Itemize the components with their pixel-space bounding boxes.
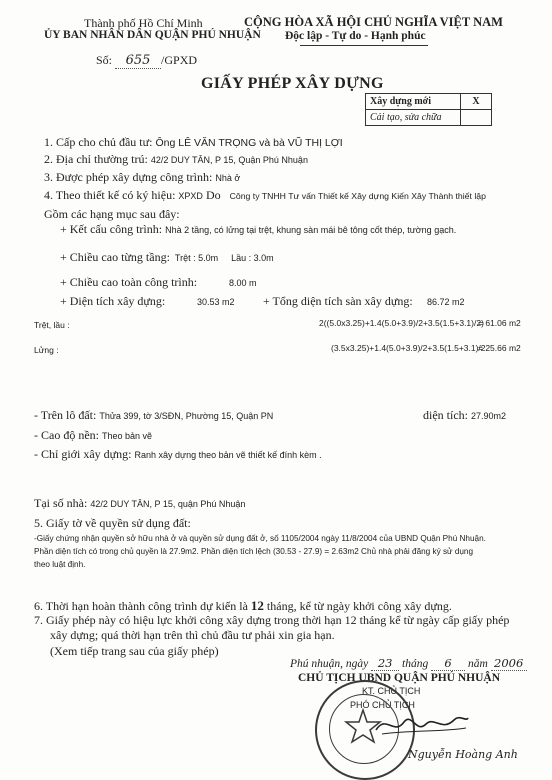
for-chairman: KT. CHỦ TỊCH bbox=[362, 686, 421, 696]
build-area-label: + Diện tích xây dựng: bbox=[60, 294, 166, 308]
design-company: Công ty TNHH Tư vấn Thiết kế Xây dựng Kiến Xây Thành thiết lập bbox=[229, 191, 486, 201]
design-line bbox=[44, 188, 486, 203]
validity-line-1: 7. Giấy phép này có hiệu lực khởi công xây dựng trong thời hạn 12 tháng kể từ ngày cấp giấy phép bbox=[34, 613, 510, 627]
permit-type-mark bbox=[461, 110, 492, 126]
design-code: XPXD bbox=[178, 191, 203, 201]
design-label: 4. Theo thiết kế có ký hiệu: bbox=[44, 188, 176, 202]
place-date bbox=[290, 656, 527, 671]
land-docs-line-1: -Giấy chứng nhận quyền sở hữu nhà ở và quyền sử dụng đất ở, số 1105/2004 ngày 11/8/2004 của UBND Quận Phú Nhuận. bbox=[34, 534, 486, 543]
owner-value: Ông LÊ VĂN TRỌNG và bà VŨ THỊ LỢI bbox=[155, 137, 343, 149]
total-height-value: 8.00 m bbox=[229, 278, 257, 288]
completion-line bbox=[34, 598, 452, 614]
completion-pre: 6. Thời hạn hoàn thành công trình dự kiến là bbox=[34, 599, 248, 613]
permit-number bbox=[96, 53, 197, 69]
floor-height-label: + Chiều cao từng tầng: bbox=[60, 250, 170, 264]
floor-height-line bbox=[60, 250, 274, 265]
foundation-line bbox=[34, 428, 152, 443]
calc-ground-label: Trệt, lầu : bbox=[34, 320, 70, 330]
calc-ground-formula: 2((5.0x3.25)+1.4(5.0+3.9)/2+3.5(1.5+3.1)/2) bbox=[319, 318, 484, 328]
at-address-line bbox=[34, 496, 245, 511]
signer-name: Nguyễn Hoàng Anh bbox=[408, 748, 518, 761]
boundary-value: Ranh xây dựng theo bản vẽ thiết kế đính kèm . bbox=[134, 450, 322, 460]
land-docs-label: 5. Giấy tờ về quyền sử dụng đất: bbox=[34, 516, 191, 530]
land-docs-line-2: Phần diện tích có trong chủ quyền là 27.9m2. Phần diện tích lệch (30.53 - 27.9) = 2.63m2 Chủ nhà phải đăng ký sử dụng bbox=[34, 547, 474, 556]
construction-label: 3. Được phép xây dựng công trình: bbox=[44, 170, 213, 184]
land-area-line bbox=[423, 408, 506, 423]
land-label: - Trên lô đất: bbox=[34, 408, 97, 422]
at-address-value: 42/2 DUY TÂN, P 15, quận Phú Nhuận bbox=[90, 499, 246, 509]
motto-underline bbox=[300, 45, 428, 46]
floor-area-label: + Tổng diện tích sàn xây dựng: bbox=[263, 294, 413, 308]
total-height-label: + Chiều cao toàn công trình: bbox=[60, 275, 198, 289]
date-month: 6 bbox=[431, 656, 465, 671]
land-area-value: 27.90m2 bbox=[471, 411, 507, 421]
land-value: Thửa 399, tờ 3/SĐN, Phường 15, Quận PN bbox=[99, 411, 274, 421]
date-month-label: tháng bbox=[402, 658, 429, 670]
completion-post: tháng, kể từ ngày khởi công xây dựng. bbox=[266, 599, 452, 613]
land-line bbox=[34, 408, 273, 423]
permit-type-table bbox=[365, 93, 492, 126]
boundary-line bbox=[34, 447, 322, 462]
permit-type-mark: X bbox=[461, 94, 492, 110]
see-next-page: (Xem tiếp trang sau của giấy phép) bbox=[50, 644, 219, 658]
date-year-label: năm bbox=[467, 658, 488, 670]
foundation-value: Theo bản vẽ bbox=[102, 431, 153, 441]
build-area-value: 30.53 m2 bbox=[197, 297, 235, 307]
chairman-title: CHỦ TỊCH UBND QUẬN PHÚ NHUẬN bbox=[298, 672, 501, 684]
motto: Độc lập - Tự do - Hạnh phúc bbox=[285, 30, 426, 42]
structure-line bbox=[60, 222, 456, 237]
sub-header: Gồm các hạng mục sau đây: bbox=[44, 207, 180, 221]
floor-height-upper: Lầu : 3.0m bbox=[231, 253, 274, 263]
calc-mezzanine-label: Lửng : bbox=[34, 345, 59, 355]
boundary-label: - Chỉ giới xây dựng: bbox=[34, 447, 132, 461]
land-docs-line-3: theo luật định. bbox=[34, 560, 86, 569]
at-address-label: Tại số nhà: bbox=[34, 496, 88, 510]
vice-chairman-title: PHÓ CHỦ TỊCH bbox=[350, 700, 415, 710]
permit-type-row bbox=[366, 94, 492, 110]
calc-mezzanine-formula: (3.5x3.25)+1.4(5.0+3.9)/2+3.5(1.5+3.1)/2 bbox=[331, 343, 486, 353]
floor-height-ground: Trệt : 5.0m bbox=[174, 253, 219, 263]
date-day: 23 bbox=[371, 656, 399, 671]
structure-value: Nhà 2 tầng, có lửng tại trệt, khung sàn mái bê tông cốt thép, tường gạch. bbox=[165, 225, 457, 235]
number-prefix: Số: bbox=[96, 53, 113, 67]
owner-label: 1. Cấp cho chủ đầu tư: bbox=[44, 135, 153, 149]
permit-type-label: Xây dựng mới bbox=[366, 94, 461, 110]
address-line bbox=[44, 152, 308, 167]
permit-type-row bbox=[366, 110, 492, 126]
construction-value: Nhà ở bbox=[215, 173, 241, 183]
republic-name: CỘNG HÒA XÃ HỘI CHỦ NGHĨA VIỆT NAM bbox=[244, 15, 503, 29]
floor-area-value: 86.72 m2 bbox=[427, 297, 465, 307]
signature-icon bbox=[372, 708, 472, 742]
place-date-label: Phú nhuận, ngày bbox=[290, 658, 369, 670]
calc-ground-result: = 61.06 m2 bbox=[478, 318, 521, 328]
land-area-label: diện tích: bbox=[423, 408, 468, 422]
owner-line bbox=[44, 135, 343, 150]
address-label: 2. Địa chỉ thường trú: bbox=[44, 152, 148, 166]
permit-type-label: Cải tạo, sửa chữa bbox=[366, 110, 461, 126]
number-value: 655 bbox=[115, 53, 161, 69]
number-suffix: /GPXD bbox=[161, 53, 198, 67]
address-value: 42/2 DUY TÂN, P 15, Quận Phú Nhuận bbox=[150, 155, 308, 165]
calc-mezzanine-result: = 25.66 m2 bbox=[478, 343, 521, 353]
construction-line bbox=[44, 170, 240, 185]
committee-name: ỦY BAN NHÂN DÂN QUẬN PHÚ NHUẬN bbox=[44, 29, 261, 41]
city-name: Thành phố Hồ Chí Minh bbox=[84, 16, 203, 30]
validity-line-2: xây dựng; quá thời hạn trên thì chủ đầu tư phải xin gia hạn. bbox=[50, 628, 335, 642]
page-title: GIẤY PHÉP XÂY DỰNG bbox=[201, 75, 384, 92]
completion-months: 12 bbox=[250, 598, 264, 613]
structure-label: + Kết cấu công trình: bbox=[60, 222, 163, 236]
foundation-label: - Cao độ nền: bbox=[34, 428, 99, 442]
design-by: Do bbox=[205, 188, 221, 202]
date-year: 2006 bbox=[491, 656, 527, 671]
